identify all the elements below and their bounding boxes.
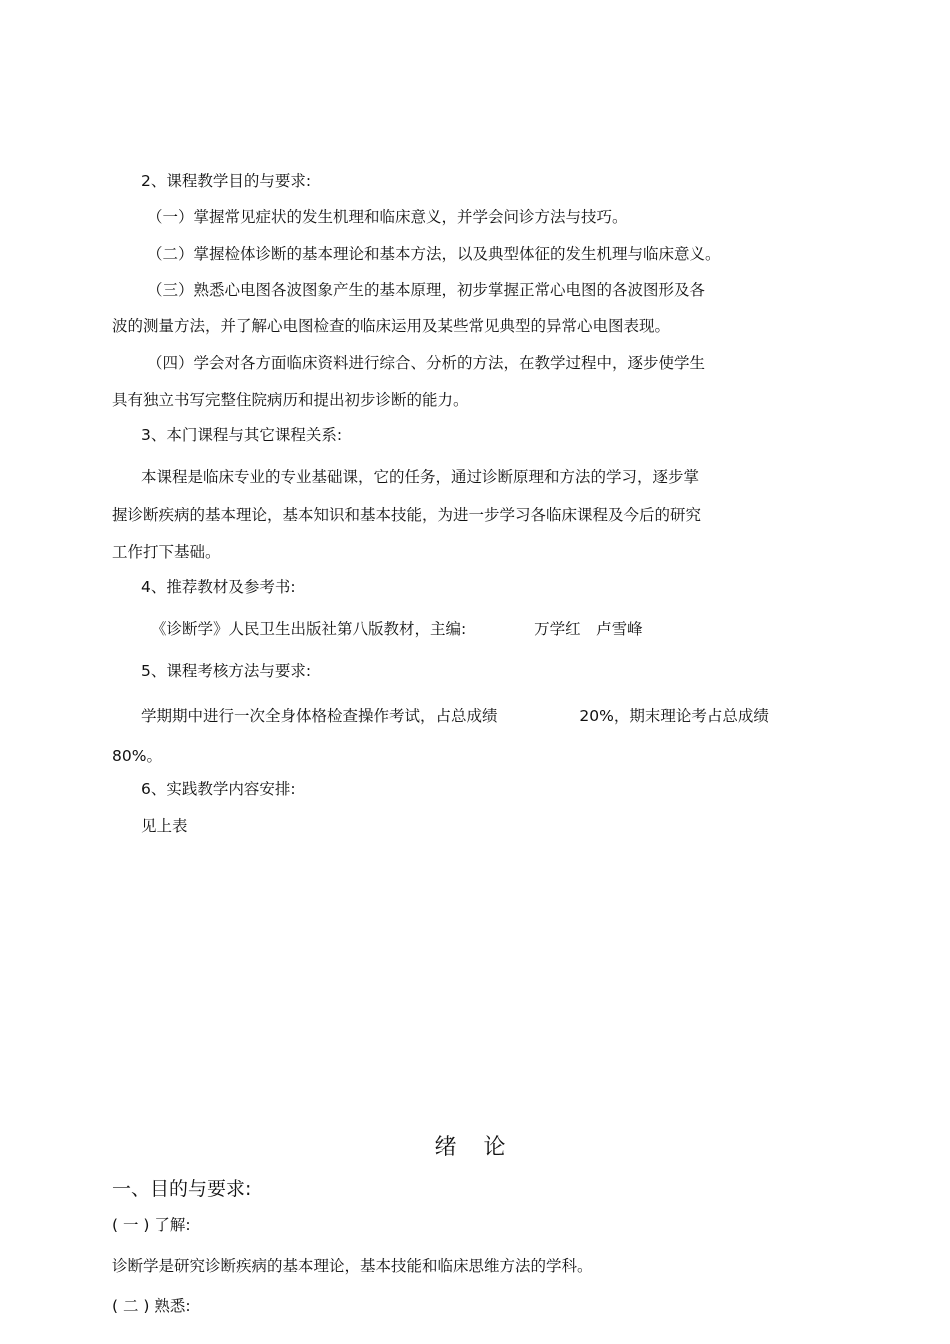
book-editors: 万学红 卢雪峰 (534, 620, 643, 638)
section-3-paragraph-line-3: 工作打下基础。 (112, 543, 221, 561)
section-6-title: 6、实践教学内容安排: (141, 780, 296, 798)
subheading-understand: ( 一 ) 了解: (112, 1216, 191, 1234)
subheading-familiar: ( 二 ) 熟悉: (112, 1297, 191, 1315)
exam-midterm-text: 学期期中进行一次全身体格检查操作考试，占总成绩 (141, 707, 498, 725)
section-5-paragraph-line-2: 80%。 (112, 747, 162, 765)
exam-final-text: 20%，期末理论考占总成绩 (579, 707, 769, 725)
section-3-paragraph-line-1: 本课程是临床专业的专业基础课，它的任务，通过诊断原理和方法的学习，逐步掌 (141, 468, 700, 486)
objectives-heading: 一、目的与要求: (112, 1178, 252, 1200)
section-2-item-4-line-1: （四）学会对各方面临床资料进行综合、分析的方法，在教学过程中，逐步使学生 (147, 354, 706, 372)
section-5-title: 5、课程考核方法与要求: (141, 662, 312, 680)
section-2-item-2: （二）掌握检体诊断的基本理论和基本方法，以及典型体征的发生机理与临床意义。 (147, 245, 721, 263)
section-2-item-4-line-2: 具有独立书写完整住院病历和提出初步诊断的能力。 (112, 391, 469, 409)
section-2-item-3-line-1: （三）熟悉心电图各波图象产生的基本原理，初步掌握正常心电图的各波图形及各 (147, 281, 706, 299)
definition-paragraph: 诊断学是研究诊断疾病的基本理论，基本技能和临床思维方法的学科。 (112, 1257, 593, 1275)
section-2-item-3-line-2: 波的测量方法，并了解心电图检查的临床运用及某些常见典型的异常心电图表现。 (112, 317, 671, 335)
section-5-paragraph-line-1 (141, 705, 861, 727)
section-4-title: 4、推荐教材及参考书: (141, 578, 296, 596)
section-2-item-1: （一）掌握常见症状的发生机理和临床意义，并学会问诊方法与技巧。 (147, 208, 628, 226)
section-2-title: 2、课程教学目的与要求: (141, 172, 312, 190)
chapter-title: 绪 论 (434, 1135, 516, 1160)
section-3-title: 3、本门课程与其它课程关系: (141, 426, 343, 444)
section-3-paragraph-line-2: 握诊断疾病的基本理论，基本知识和基本技能，为进一步学习各临床课程及今后的研究 (112, 506, 702, 524)
section-6-paragraph: 见上表 (141, 817, 188, 835)
section-4-book (151, 618, 871, 640)
book-reference: 《诊断学》人民卫生出版社第八版教材，主编: (151, 620, 467, 638)
